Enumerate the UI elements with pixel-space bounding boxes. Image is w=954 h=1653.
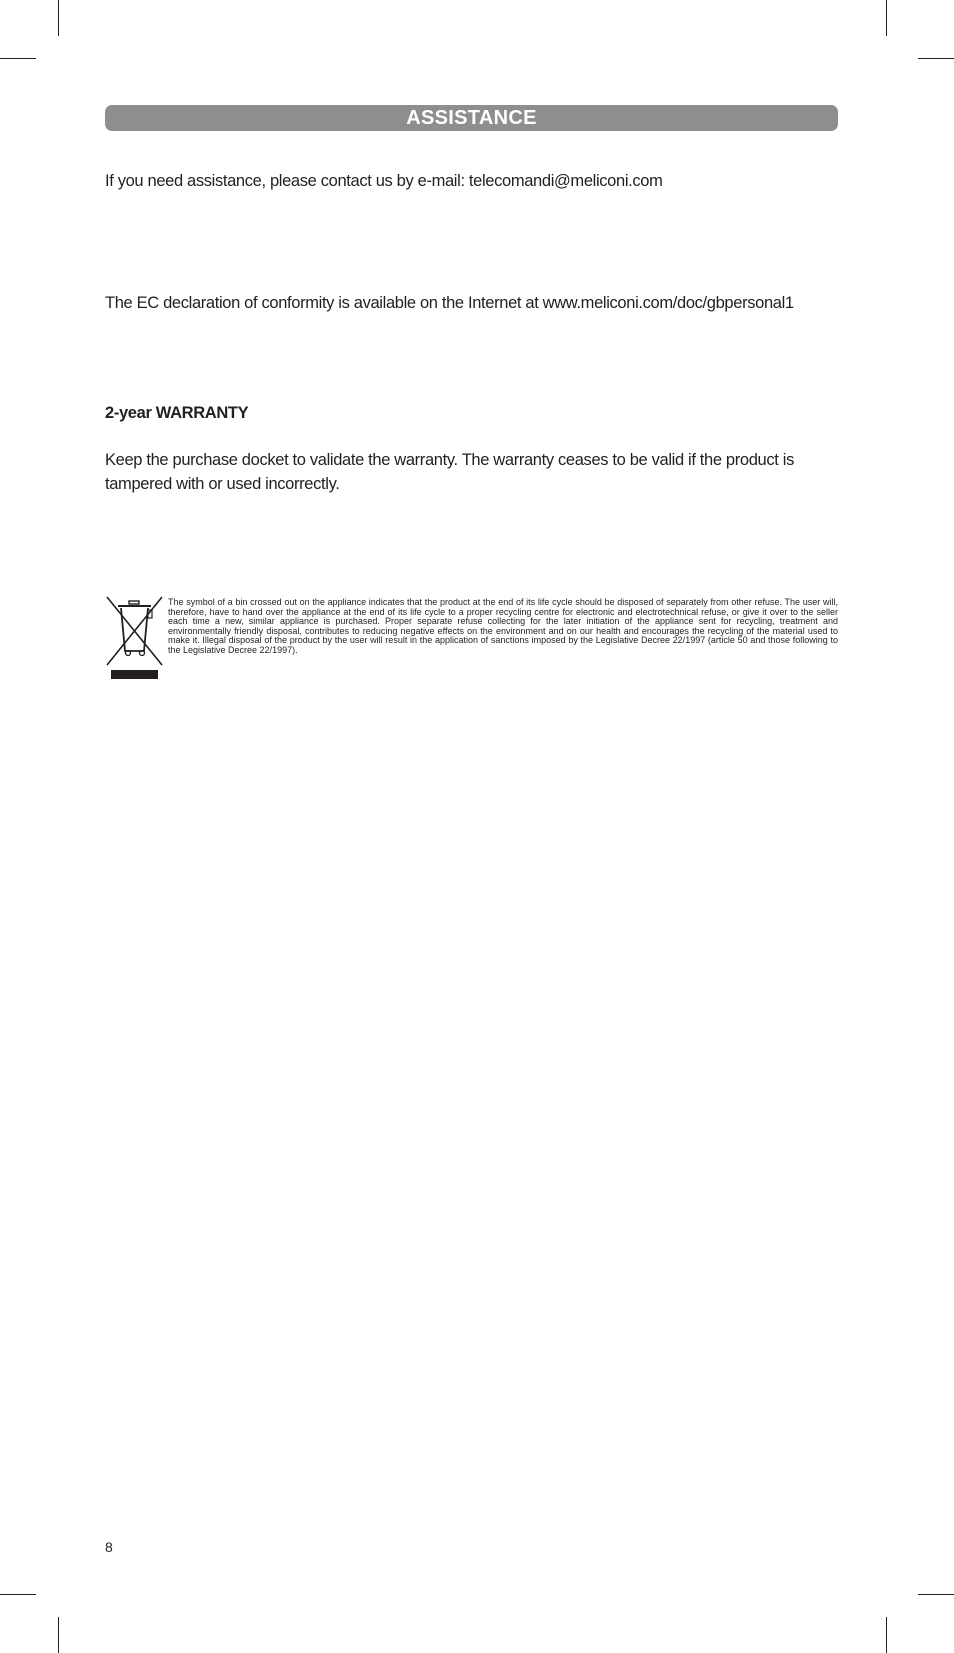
warranty-title: 2-year WARRANTY — [105, 404, 249, 422]
declaration-text: The EC declaration of conformity is available on the Internet at www.meliconi.com/doc/gbpersonal1 — [105, 294, 794, 312]
crop-mark-top-left-vertical — [58, 0, 59, 36]
crop-mark-top-right-horizontal — [918, 58, 954, 59]
assistance-text: If you need assistance, please contact us by e-mail: telecomandi@meliconi.com — [105, 172, 663, 190]
crop-mark-bottom-left-horizontal — [0, 1594, 36, 1595]
crop-mark-top-right-vertical — [886, 0, 887, 36]
page-number: 8 — [105, 1539, 113, 1555]
crop-mark-bottom-left-vertical — [58, 1617, 59, 1653]
crossed-out-bin-icon — [105, 595, 165, 680]
section-title: ASSISTANCE — [406, 107, 537, 129]
crop-mark-top-left-horizontal — [0, 58, 36, 59]
weee-disposal-text: The symbol of a bin crossed out on the appliance indicates that the product at the end of its life cycle should be disposed of separately from other refuse. The user will, therefore, have to hand over the appliance at the end of its life cycle to a proper recycling centre for electronic and electrotechnical refuse, or give it over to the seller each time a new, similar appliance is purchased. Proper separate refuse collecting for the later initiation of the appliance sent for recycling, treatment and environmentally friendly disposal, contributes to reducing negative effects on the environment and on our health and encourages the recycling of the material used to make it. Illegal disposal of the product by the user will result in the application of sanctions imposed by the Legislative Decree 22/1997 (article 50 and those following to the Legislative Decree 22/1997). — [168, 597, 838, 655]
crop-mark-bottom-right-horizontal — [918, 1594, 954, 1595]
crop-mark-bottom-right-vertical — [886, 1617, 887, 1653]
warranty-text: Keep the purchase docket to validate the warranty. The warranty ceases to be valid if the product is tampered with or used incorrectly. — [105, 451, 794, 493]
section-header-bar — [105, 105, 838, 131]
